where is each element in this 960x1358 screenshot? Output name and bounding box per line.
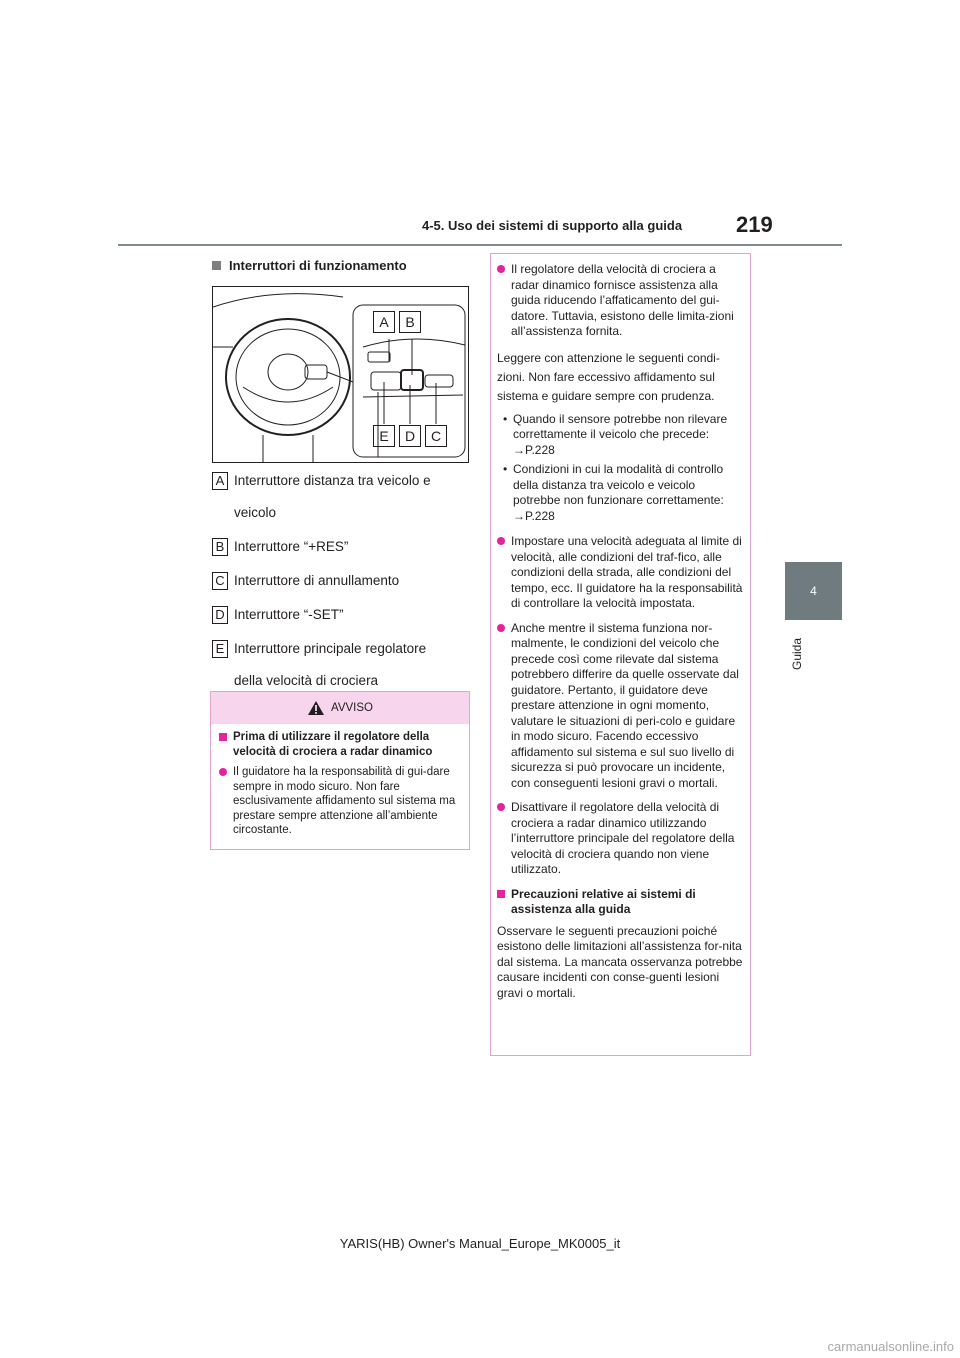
label-letter: C (212, 572, 228, 590)
warning-header (211, 692, 469, 724)
label-text: Interruttore distanza tra veicolo e (234, 473, 431, 488)
pink-dot-icon (497, 624, 505, 632)
warning-triangle-icon (307, 700, 325, 716)
warning-title: Prima di utilizzare il regolatore della velocità di crociera a radar dinamico (233, 731, 433, 758)
label-letter: E (212, 640, 228, 658)
callout-c: C (425, 425, 447, 447)
precaution-bullet: Condizioni in cui la modalità di controllo della distanza tra veicolo e veicolo potrebbe non funzionare correttamente: →P.228 (513, 462, 724, 523)
page-number: 219 (736, 212, 773, 237)
label-item-e (212, 638, 472, 692)
pink-dot-icon (497, 803, 505, 811)
pink-square-icon (497, 890, 505, 898)
precaution-paragraph: Leggere con attenzione le seguenti condi-zioni. Non fare eccessivo affidamento sul sistema e guidare sempre con prudenza. (497, 350, 720, 403)
label-item-d (212, 604, 472, 626)
warning-body (211, 724, 469, 853)
label-letter: D (212, 606, 228, 624)
header-section-title: 4-5. Uso dei sistemi di supporto alla guida (422, 218, 683, 233)
callout-b: B (399, 311, 421, 333)
precaution-paragraph: Osservare le seguenti precauzioni poiché esistono delle limitazioni all’assistenza for-nita dal sistema. La mancata osservanza potrebbe causare incidenti con conse-guenti lesioni gravi o mortali. (497, 923, 743, 1000)
page-footer: YARIS(HB) Owner's Manual_Europe_MK0005_it (339, 1236, 621, 1251)
gray-square-icon (212, 261, 221, 270)
precaution-text: Anche mentre il sistema funziona nor-malmente, le condizioni del veicolo che precede così come rilevate dal sistema potrebbero differire da quelle osservate dal guidatore. Pertanto, il guidatore deve prestare attenzione in ogni momento, valutare le situazioni di peri-colo e guidare in modo sicuro. Facendo eccessivo affidamento sul sistema e sul suo livello di sicurezza si può provocare un incidente, con conseguenti lesioni gravi o mortali. (511, 620, 739, 790)
pink-dot-icon (219, 768, 227, 776)
label-letter: A (212, 472, 228, 490)
warning-box (210, 691, 470, 850)
label-text: Interruttore principale regolatore (234, 641, 427, 656)
label-text-cont: veicolo (234, 505, 277, 520)
label-item-c (212, 570, 472, 592)
label-text: Interruttore “+RES” (234, 539, 349, 554)
precaution-text: Disattivare il regolatore della velocità di crociera a radar dinamico utilizzando l’interruttore principale del regolatore della velocità di crociera quando non viene utilizzato. (511, 800, 735, 876)
callout-a: A (373, 311, 395, 333)
precaution-bullet: Quando il sensore potrebbe non rilevare correttamente il veicolo che precede: →P.228 (513, 411, 728, 457)
pink-dot-icon (497, 265, 505, 273)
chapter-tab: 4 (785, 562, 842, 620)
precaution-subtitle: Precauzioni relative ai sistemi di assistenza alla guida (511, 886, 696, 916)
label-text-cont: della velocità di crociera (234, 673, 379, 688)
callout-e: E (373, 425, 395, 447)
label-text: Interruttore “-SET” (234, 607, 344, 622)
warning-text: Il guidatore ha la responsabilità di gui-dare sempre in modo sicuro. Non fare esclusivamente affidamento sul sistema ma prestare sempre attenzione all’ambiente circostante. (233, 766, 456, 836)
label-item-b (212, 536, 472, 558)
precaution-text: Il regolatore della velocità di crociera a radar dinamico fornisce assistenza alla guida riducendo l’affaticamento del gui-datore. Tuttavia, esistono delle limita-zioni all’assistenza fornita. (511, 262, 734, 338)
steering-wheel-illustration (212, 286, 469, 463)
header-divider (118, 244, 842, 246)
label-item-a (212, 470, 472, 524)
bullet-icon: • (503, 411, 508, 426)
label-text: Interruttore di annullamento (234, 573, 400, 588)
pink-dot-icon (497, 537, 505, 545)
precaution-text: Impostare una velocità adeguata al limite di velocità, alle condizioni del traf-fico, alle condizioni della strada, alle condizioni del tempo, ecc. Il guidatore ha la responsabilità di controllare la velocità impostata. (511, 534, 743, 610)
switch-label-list (212, 470, 472, 704)
watermark: carmanualsonline.info (827, 1339, 954, 1354)
precautions-box (490, 253, 751, 1056)
callout-d: D (399, 425, 421, 447)
pink-square-icon (219, 733, 227, 741)
bullet-icon: • (503, 462, 508, 476)
warning-heading: AVVISO (331, 702, 373, 714)
label-letter: B (212, 538, 228, 556)
chapter-tab-label: Guida (790, 637, 804, 670)
section-title-text: Interruttori di funzionamento (229, 258, 407, 273)
section-title (212, 258, 407, 273)
